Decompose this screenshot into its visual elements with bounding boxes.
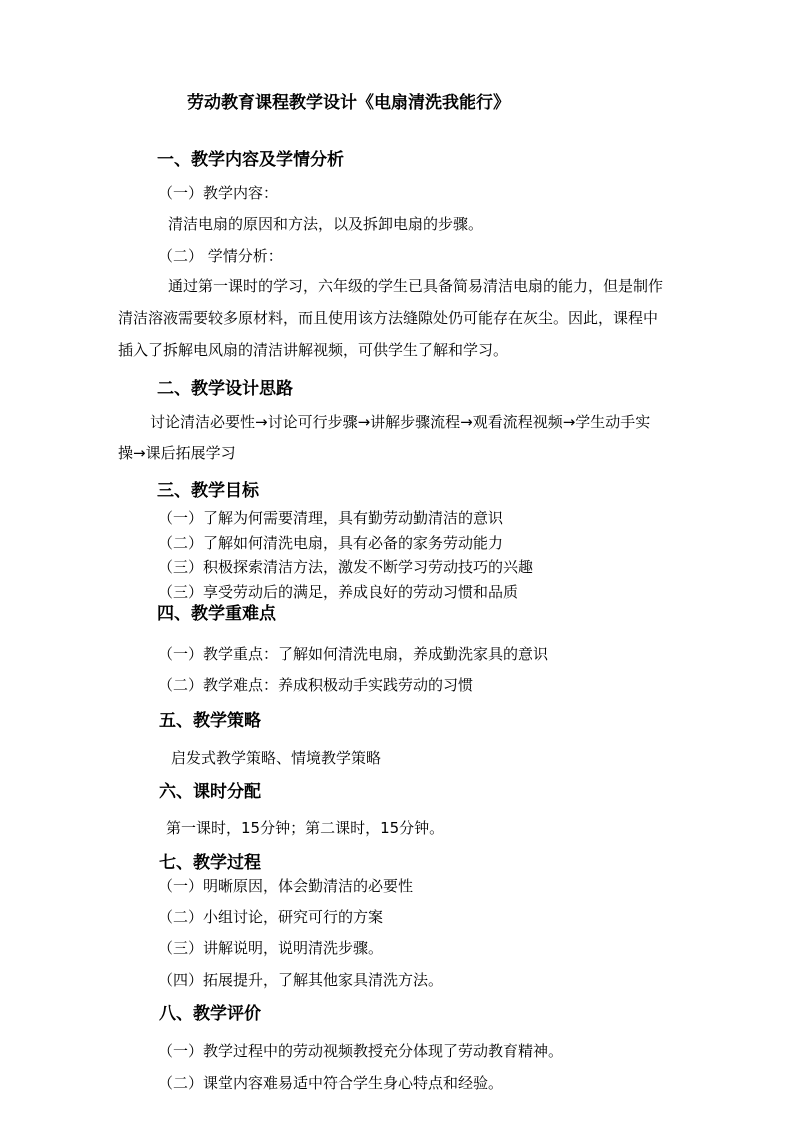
- section-1-heading: 一、教学内容及学情分析: [157, 150, 344, 170]
- section-1-paragraph-line: 清洁溶液需要较多原材料，而且使用该方法缝隙处仍可能存在灰尘。因此，课程中: [118, 309, 659, 327]
- document-title: 劳动教育课程教学设计《电扇清洗我能行》: [187, 93, 510, 113]
- section-2-line: 操→课后拓展学习: [118, 444, 236, 462]
- section-1-sub1: （一）教学内容：: [158, 184, 279, 202]
- section-5-heading: 五、教学策略: [159, 711, 261, 731]
- section-7-item: （一）明晰原因，体会勤清洁的必要性: [158, 877, 414, 895]
- section-5-text: 启发式教学策略、情境教学策略: [171, 749, 382, 767]
- section-8-heading: 八、教学评价: [159, 1004, 261, 1024]
- section-1-paragraph-line: 通过第一课时的学习，六年级的学生已具备简易清洁电扇的能力，但是制作: [168, 277, 664, 295]
- section-1-sub2: （二） 学情分析：: [158, 247, 283, 265]
- section-4-item: （二）教学难点：养成积极动手实践劳动的习惯: [158, 676, 474, 694]
- section-6-text: 第一课时，15分钟；第二课时，15分钟。: [166, 819, 445, 837]
- section-7-heading: 七、教学过程: [159, 853, 261, 873]
- section-3-item: （一）了解为何需要清理，具有勤劳动勤清洁的意识: [158, 509, 504, 527]
- section-3-item: （三）享受劳动后的满足，养成良好的劳动习惯和品质: [158, 583, 519, 601]
- section-6-heading: 六、课时分配: [159, 782, 261, 802]
- section-1-sub1-text: 清洁电扇的原因和方法，以及拆卸电扇的步骤。: [168, 215, 484, 233]
- section-2-heading: 二、教学设计思路: [157, 379, 293, 399]
- section-4-heading: 四、教学重难点: [157, 604, 276, 624]
- section-4-item: （一）教学重点：了解如何清洗电扇，养成勤洗家具的意识: [158, 645, 549, 663]
- section-7-item: （三）讲解说明，说明清洗步骤。: [158, 939, 384, 957]
- section-1-paragraph-line: 插入了拆解电风扇的清洁讲解视频，可供学生了解和学习。: [118, 341, 509, 359]
- section-3-item: （二）了解如何清洗电扇，具有必备的家务劳动能力: [158, 534, 504, 552]
- section-8-item: （一）教学过程中的劳动视频教授充分体现了劳动教育精神。: [158, 1042, 564, 1060]
- section-2-line: 讨论清洁必要性→讨论可行步骤→讲解步骤流程→观看流程视频→学生动手实: [150, 413, 651, 431]
- section-7-item: （二）小组讨论，研究可行的方案: [158, 908, 384, 926]
- section-3-item: （三）积极探索清洁方法，激发不断学习劳动技巧的兴趣: [158, 558, 534, 576]
- section-7-item: （四）拓展提升，了解其他家具清洗方法。: [158, 971, 444, 989]
- section-3-heading: 三、教学目标: [157, 481, 259, 501]
- section-8-item: （二）课堂内容难易适中符合学生身心特点和经验。: [158, 1074, 504, 1092]
